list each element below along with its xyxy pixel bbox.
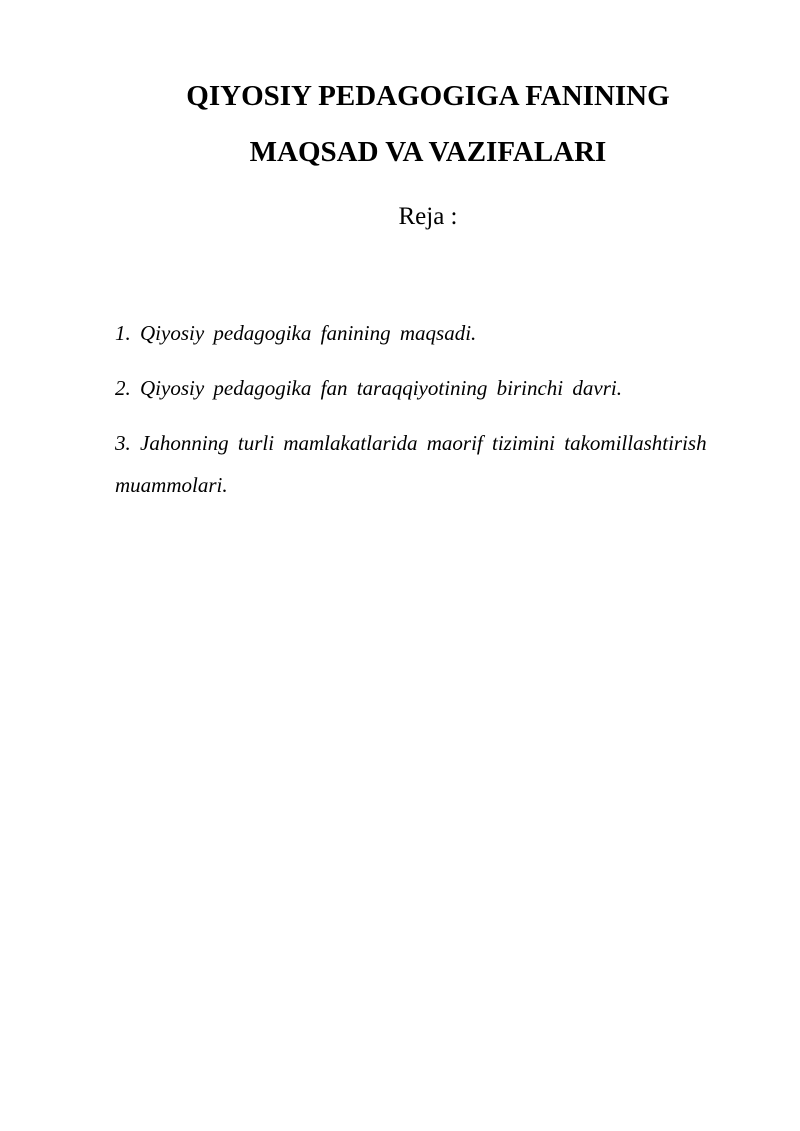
plan-item-number: 2. <box>115 376 131 400</box>
plan-item-text: Qiyosiy pedagogika fan taraqqiyotining birinchi davri. <box>140 376 622 400</box>
plan-heading: Reja : <box>398 203 458 230</box>
document-title-line-1: QIYOSIY PEDAGOGIGA FANINING <box>186 80 670 112</box>
document-title-line-2: MAQSAD VA VAZIFALARI <box>249 136 607 168</box>
plan-item-1 <box>115 320 735 347</box>
plan-item-3 <box>115 422 735 506</box>
plan-item-text: Qiyosiy pedagogika fanining maqsadi. <box>140 321 477 345</box>
plan-item-number: 1. <box>115 321 131 345</box>
plan-item-2 <box>115 375 735 402</box>
plan-item-text: Jahonning turli mamlakatlarida maorif tizimini takomillashtirish muammolari. <box>115 431 707 497</box>
plan-item-number: 3. <box>115 431 131 455</box>
plan-list <box>115 320 735 534</box>
